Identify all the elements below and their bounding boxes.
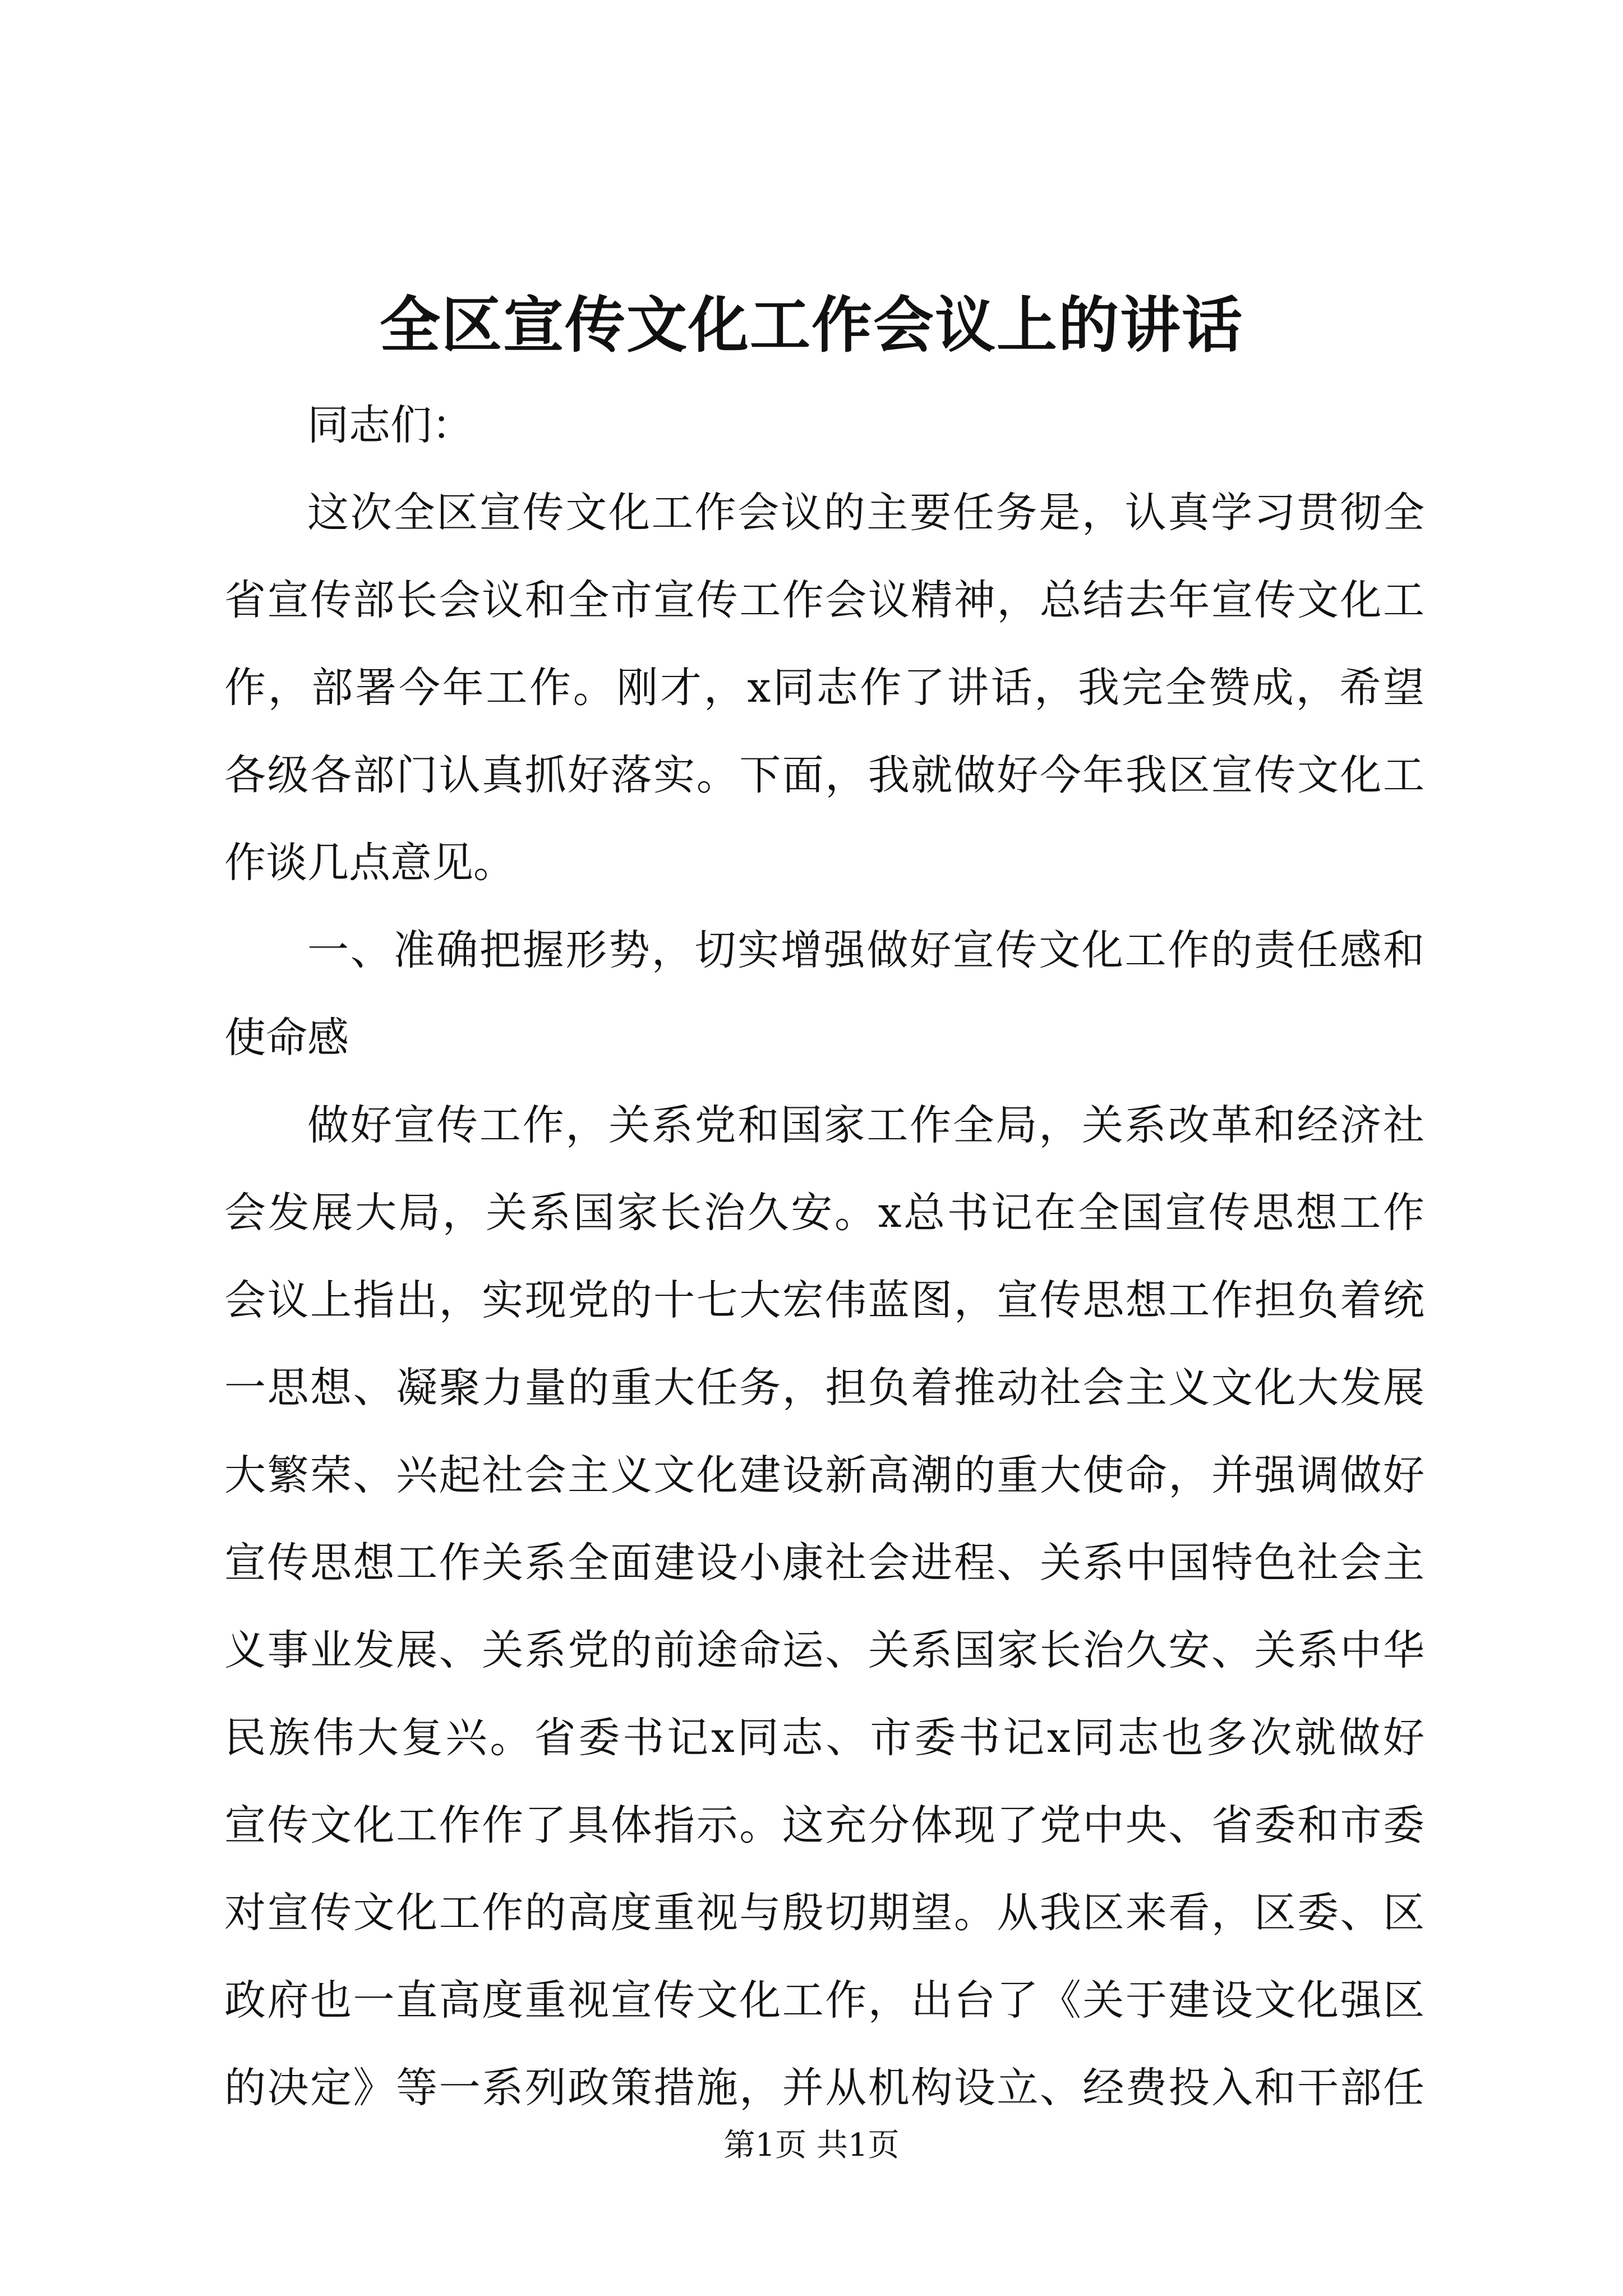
paragraph-line: 一思想、凝聚力量的重大任务，担负着推动社会主义文化大发展 (224, 1364, 1424, 1412)
paragraph-line: 义事业发展、关系党的前途命运、关系国家长治久安、关系中华 (224, 1626, 1424, 1674)
paragraph-line: 这次全区宣传文化工作会议的主要任务是，认真学习贯彻全 (307, 489, 1424, 537)
paragraph-line: 大繁荣、兴起社会主义文化建设新高潮的重大使命，并强调做好 (224, 1451, 1424, 1499)
paragraph-line: 做好宣传工作，关系党和国家工作全局，关系改革和经济社 (307, 1101, 1424, 1149)
paragraph-line: 民族伟大复兴。省委书记x同志、市委书记x同志也多次就做好 (224, 1714, 1424, 1762)
paragraph-line: 省宣传部长会议和全市宣传工作会议精神，总结去年宣传文化工 (224, 576, 1424, 624)
page-number-footer: 第1页 共1页 (723, 2127, 900, 2164)
paragraph-line: 宣传思想工作关系全面建设小康社会进程、关系中国特色社会主 (224, 1539, 1424, 1587)
document-body (224, 381, 1424, 2132)
paragraph-line: 会议上指出，实现党的十七大宏伟蓝图，宣传思想工作担负着统 (224, 1276, 1424, 1324)
section-heading-line: 一、准确把握形势，切实增强做好宣传文化工作的责任感和 (307, 926, 1424, 974)
document-title: 全区宣传文化工作会议上的讲话 (379, 290, 1243, 361)
paragraph-line: 宣传文化工作作了具体指示。这充分体现了党中央、省委和市委 (224, 1801, 1424, 1849)
paragraph-line: 各级各部门认真抓好落实。下面，我就做好今年我区宣传文化工 (224, 751, 1424, 799)
paragraph-line: 作谈几点意见。 (224, 839, 515, 887)
salutation-line: 同志们： (307, 401, 473, 449)
paragraph-line: 作，部署今年工作。刚才，x同志作了讲话，我完全赞成，希望 (224, 664, 1424, 712)
section-heading-line: 使命感 (224, 1014, 349, 1062)
paragraph-line: 的决定》等一系列政策措施，并从机构设立、经费投入和干部任 (224, 2064, 1424, 2112)
paragraph-line: 会发展大局，关系国家长治久安。x总书记在全国宣传思想工作 (224, 1189, 1424, 1237)
paragraph-line: 政府也一直高度重视宣传文化工作，出台了《关于建设文化强区 (224, 1976, 1424, 2024)
paragraph-line: 对宣传文化工作的高度重视与殷切期望。从我区来看，区委、区 (224, 1889, 1424, 1937)
